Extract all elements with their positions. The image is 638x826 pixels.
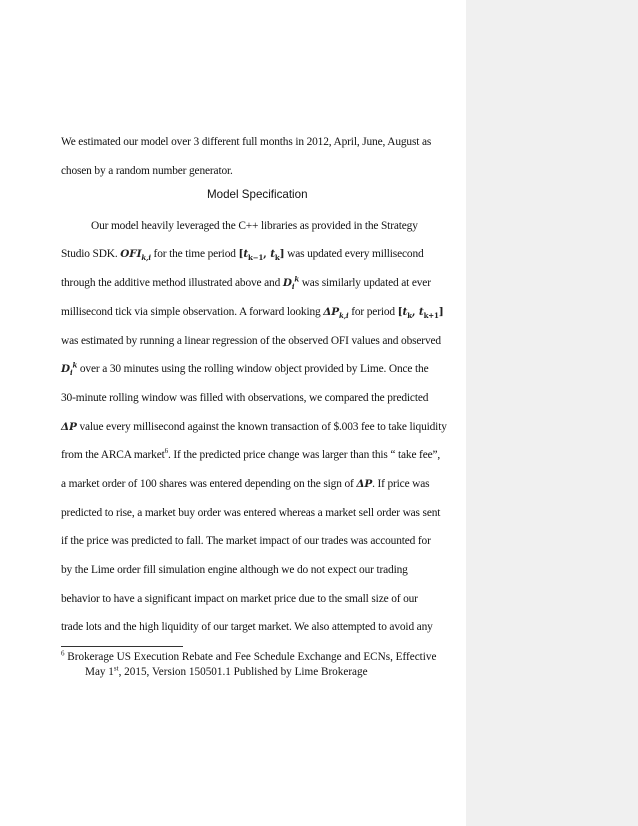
paragraph-2-line-1: Our model heavily leveraged the C++ libraries as provided in the Strategy: [91, 220, 418, 232]
footnote-line-2: May 1st, 2015, Version 150501.1 Published by Lime Brokerage: [85, 664, 368, 678]
footnote-marker: 6: [61, 649, 65, 658]
forward-period-symbol: [$t_k$, $t_{k+1}$]: [397, 306, 444, 321]
paragraph-2-line-12: if the price was predicted to fall. The market impact of our trades was accounted for: [61, 535, 431, 547]
depth-symbol: $D_i^k$: [282, 274, 300, 292]
delta-p-symbol-2: ΔP: [61, 421, 77, 433]
section-heading: Model Specification: [207, 188, 308, 201]
delta-p-symbol: $\Delta P_{k,i}$: [323, 306, 349, 321]
ofi-symbol: $OFI_{k,i}$: [120, 248, 151, 263]
paragraph-2-line-13: by the Lime order fill simulation engine although we do not expect our trading: [61, 564, 408, 576]
time-period-symbol: [$t_{k-1}$, $t_k$]: [238, 248, 285, 263]
paragraph-2-line-7: 30-minute rolling window was filled with observations, we compared the predicted: [61, 392, 429, 404]
comment-pane: [466, 0, 638, 826]
paragraph-2-line-2: Studio SDK. $OFI_{k,i}$ for the time period [$t_{k-1}$, $t_k$] was updated every millisecond: [61, 248, 424, 263]
paragraph-2-line-10: a market order of 100 shares was entered depending on the sign of ΔP. If price was: [61, 478, 430, 490]
paragraph-2-line-6: $D_i^k$ over a 30 minutes using the rolling window object provided by Lime. Once the: [61, 360, 429, 378]
depth-symbol-2: $D_i^k$: [61, 360, 78, 378]
footnote-reference: 6: [164, 447, 168, 456]
paragraph-1-line-1: We estimated our model over 3 different full months in 2012, April, June, August as: [61, 136, 432, 148]
paragraph-2-line-15: trade lots and the high liquidity of our target market. We also attempted to avoid any: [61, 621, 433, 633]
paragraph-2-line-4: millisecond tick via simple observation. A forward looking $\Delta P_{k,i}$ for period [$t_k$, $t_{k+1}$]: [61, 306, 444, 321]
paragraph-2-line-5: was estimated by running a linear regression of the observed OFI values and observed: [61, 335, 441, 347]
paragraph-2-line-8: ΔP value every millisecond against the known transaction of $.003 fee to take liquidity: [61, 421, 447, 433]
footnote-separator: [61, 646, 183, 647]
paragraph-1-line-2: chosen by a random number generator.: [61, 165, 233, 177]
paragraph-2-line-11: predicted to rise, a market buy order was entered whereas a market sell order was sent: [61, 507, 441, 519]
paragraph-2-line-3: through the additive method illustrated above and $D_i^k$ was similarly updated at ever: [61, 274, 431, 292]
paragraph-2-line-14: behavior to have a significant impact on market price due to the small size of our: [61, 593, 418, 605]
paragraph-2-line-9: from the ARCA market$^6$. If the predicted price change was larger than this “ take fee”,: [61, 447, 441, 461]
footnote-line-1: $^6$ Brokerage US Execution Rebate and Fee Schedule Exchange and ECNs, Effective: [61, 649, 437, 663]
delta-p-symbol-3: ΔP: [356, 478, 373, 490]
